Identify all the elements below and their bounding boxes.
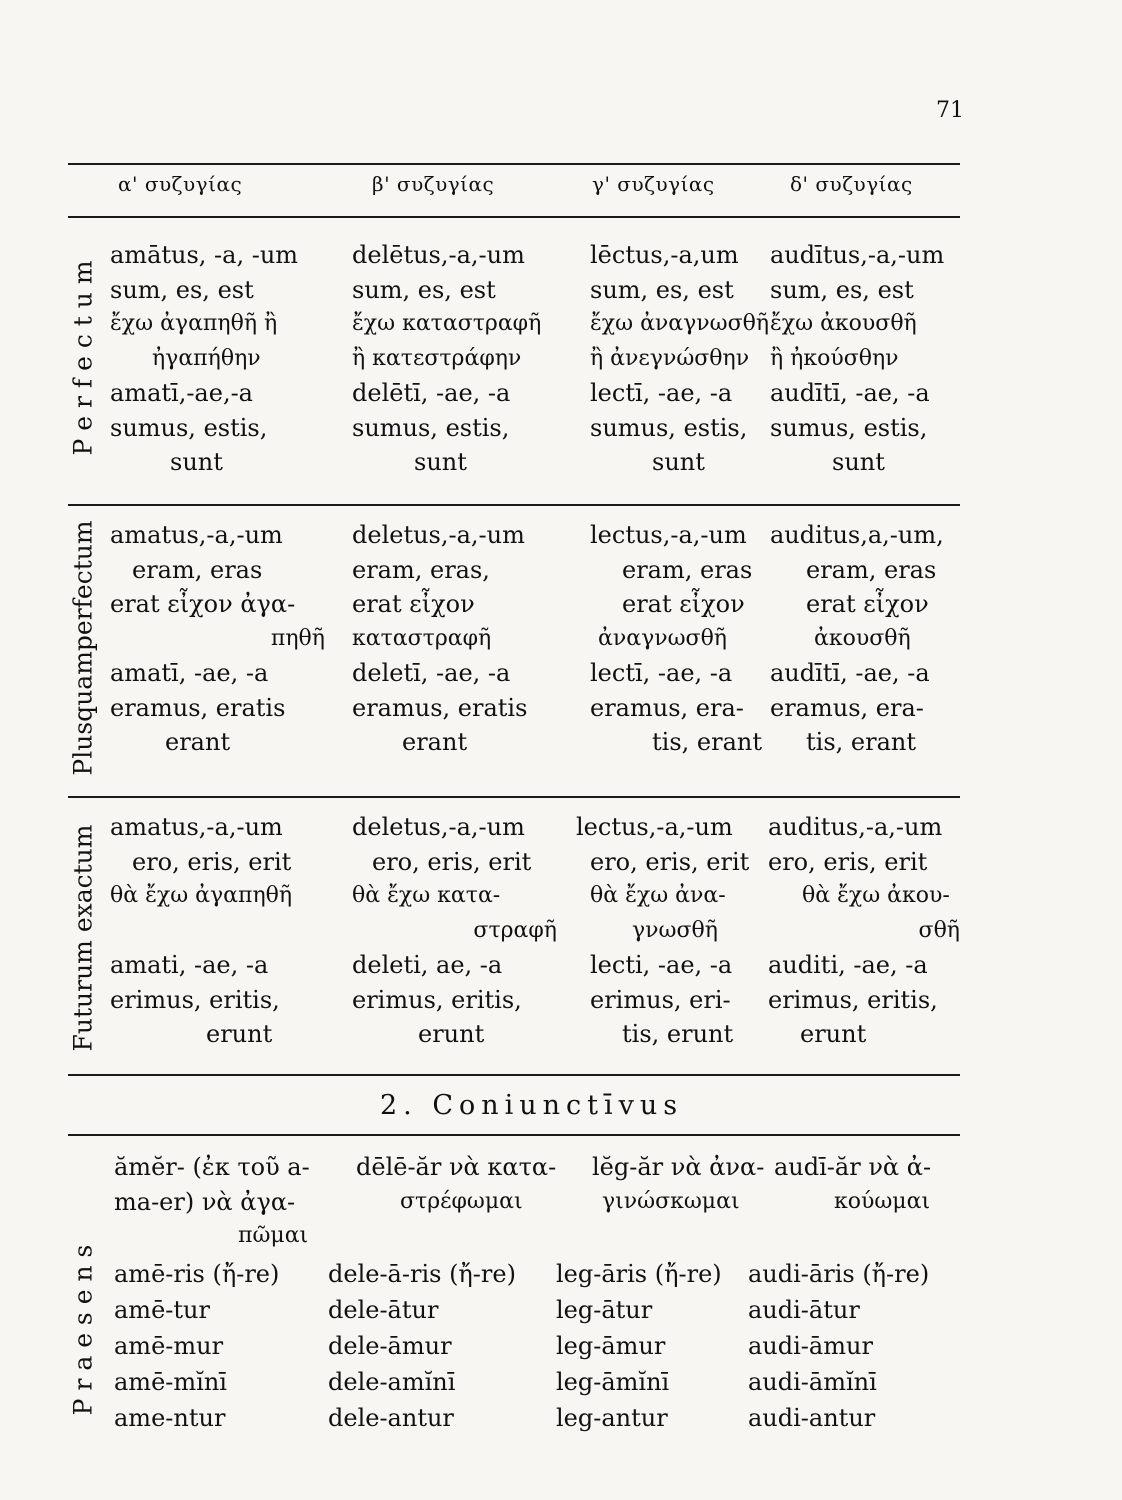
praesens-forms-col-2 [328,1256,516,1436]
rule-perfectum-bottom [68,504,960,506]
cell-line: ἠγαπήθην [152,345,261,371]
cell-line: deleti, ae, -a [352,951,503,979]
cell-line: amatī,-ae,-a [110,379,253,407]
cell-line: audītī, -ae, -a [770,379,930,407]
praesens-forms-col-3 [556,1256,722,1436]
cell-line: eram, eras [132,555,263,584]
cell-line: tis, erant [806,728,916,756]
cell-line: dele-ātur [328,1296,439,1324]
cell-line: eramus, era- [590,693,744,722]
cell-line: σθῆ [918,917,960,943]
cell-line: amātus, -a, -um [110,241,299,269]
cell-line: ἀναγνωσθῆ [598,625,727,651]
cell-line: eram, eras, [352,555,490,584]
cell-line: amē-ris (ἤ-re) [114,1260,280,1288]
futurum-exactum-col-2 [352,810,557,1052]
cell-line: audi-ātur [748,1296,860,1324]
cell-line: dēlē-ăr νὰ κατα- [356,1153,557,1181]
perfectum-col-3 [590,238,770,480]
cell-line: erat εἶχον [352,590,475,618]
cell-line: γινώσκωμαι [602,1188,740,1214]
cell-line: erant [402,728,468,756]
cell-line: ero, eris, erit [590,847,750,876]
cell-line: κούωμαι [834,1188,931,1214]
rule-header-bottom [68,216,960,218]
cell-line: ămĕr- (ἐκ τοῦ a- [114,1153,310,1181]
cell-line: delētus,-a,-um [352,241,525,269]
cell-line: eramus, eratis [110,693,286,722]
cell-line: audī-ăr νὰ ἀ- [774,1153,932,1181]
cell-line: γνωσθῆ [632,917,718,943]
rule-coniunctivus [68,1134,960,1136]
futurum-exactum-col-3 [576,810,766,1052]
cell-line: dele-ā-ris (ἤ-re) [328,1260,516,1288]
cell-line: sumus, estis, [110,413,268,442]
cell-line: amē-mĭnī [114,1368,227,1396]
cell-line: audi-āris (ἤ-re) [748,1260,930,1288]
rule-top [68,163,960,165]
cell-line: lectus,-a,-um [590,521,747,549]
praesens-forms-col-1 [114,1256,279,1436]
cell-line: erunt [206,1020,273,1048]
plusquamperfectum-col-3 [590,518,770,760]
rule-futurum-bottom [68,1074,960,1076]
cell-line: ero, eris, erit [768,847,928,876]
cell-line: leg-āris (ἤ-re) [556,1260,722,1288]
cell-line: θὰ ἔχω ἀκου- [802,883,950,908]
cell-line: erunt [418,1020,485,1048]
cell-line: auditus,-a,-um [768,813,943,841]
cell-line: ἔχω ἀκουσθῆ [770,311,917,336]
cell-line: ero, eris, erit [132,847,292,876]
cell-line: deletus,-a,-um [352,521,525,549]
cell-line: θὰ ἔχω κατα- [352,883,501,908]
cell-line: erimus, eri- [590,985,731,1014]
cell-line: ἔχω ἀγαπηθῆ ἢ [110,311,278,336]
cell-line: tis, erant [652,728,762,756]
cell-line: θὰ ἔχω ἀνα- [590,883,726,908]
cell-line: ma-er) νὰ ἀγα- [114,1187,296,1216]
cell-line: amē-tur [114,1296,210,1324]
cell-line: amatus,-a,-um [110,813,283,841]
cell-line: eramus, eratis [352,693,528,722]
cell-line: sunt [170,448,223,476]
cell-line: sumus, estis, [770,413,928,442]
praesens-head-col-2 [356,1150,576,1219]
column-header-4: δ' συζυγίας [790,172,913,196]
column-header-3: γ' συζυγίας [592,172,715,196]
cell-line: amati, -ae, -a [110,951,269,979]
cell-line: sum, es, est [590,275,734,304]
cell-line: tis, erunt [622,1020,734,1048]
column-header-2: β' συζυγίας [372,172,495,196]
cell-line: sunt [414,448,467,476]
cell-line: erat εἶχον [622,590,745,618]
section-label-praesens: P r a e s e n s [68,1244,98,1416]
perfectum-col-4 [770,238,960,480]
cell-line: eram, eras [622,555,753,584]
cell-line: amatus,-a,-um [110,521,283,549]
cell-line: deletus,-a,-um [352,813,525,841]
cell-line: erat εἶχον [806,590,929,618]
cell-line: eram, eras [806,555,937,584]
cell-line: erimus, eritis, [768,985,938,1014]
cell-line: leg-ātur [556,1296,653,1324]
cell-line: sunt [832,448,885,476]
cell-line: ἢ ἠκούσθην [770,345,899,371]
cell-line: sunt [652,448,705,476]
cell-line: sum, es, est [110,275,254,304]
cell-line: delētī, -ae, -a [352,379,511,407]
cell-line: lĕg-ăr νὰ ἀνα- [592,1153,765,1181]
futurum-exactum-col-1 [110,810,340,1052]
cell-line: καταστραφῆ [352,625,492,651]
cell-line: lecti, -ae, -a [590,951,733,979]
cell-line: ame-ntur [114,1404,226,1432]
section-label-futurum-exactum: Futurum exactum [68,824,98,1052]
cell-line: erunt [800,1020,867,1048]
perfectum-col-2 [352,238,567,480]
plusquamperfectum-col-1 [110,518,325,760]
cell-line: lectus,-a,-um [576,813,733,841]
plusquamperfectum-col-2 [352,518,567,760]
cell-line: στραφῆ [473,917,557,943]
cell-line: sum, es, est [770,275,914,304]
praesens-forms-col-4 [748,1256,929,1436]
cell-line: amē-mur [114,1332,224,1360]
cell-line: lectī, -ae, -a [590,379,733,407]
cell-line: ἢ ἀνεγνώσθην [590,345,750,371]
cell-line: audītī, -ae, -a [770,659,930,687]
cell-line: erant [165,728,231,756]
cell-line: lēctus,-a,um [590,241,739,269]
cell-line: dele-antur [328,1404,454,1432]
cell-line: sumus, estis, [352,413,510,442]
plusquamperfectum-col-4 [770,518,960,760]
section-label-plusquamperfectum: Plusquamperfectum [68,520,98,776]
cell-line: erimus, eritis, [110,985,280,1014]
cell-line: leg-āmĭnī [556,1368,670,1396]
cell-line: leg-āmur [556,1332,666,1360]
column-header-1: α' συζυγίας [118,172,243,196]
cell-line: πηθῆ [270,625,325,651]
cell-line: erimus, eritis, [352,985,522,1014]
cell-line: audītus,-a,-um [770,241,945,269]
rule-plusquamperfectum-bottom [68,796,960,798]
cell-line: deletī, -ae, -a [352,659,511,687]
perfectum-col-1 [110,238,325,480]
section-label-perfectum: P e r f e c t u m [68,260,98,456]
cell-line: amatī, -ae, -a [110,659,269,687]
praesens-head-col-4 [774,1150,960,1219]
cell-line: θὰ ἔχω ἀγαπηθῆ [110,883,293,908]
cell-line: ἔχω καταστραφῆ [352,311,542,336]
cell-line: sumus, estis, [590,413,748,442]
cell-line: dele-āmur [328,1332,452,1360]
cell-line: leg-antur [556,1404,668,1432]
cell-line: sum, es, est [352,275,496,304]
cell-line: audi-āmĭnī [748,1368,877,1396]
cell-line: ἢ κατεστράφην [352,345,522,371]
cell-line: eramus, era- [770,693,924,722]
praesens-head-col-1 [114,1150,344,1254]
cell-line: auditus,a,-um, [770,521,944,549]
cell-line: lectī, -ae, -a [590,659,733,687]
cell-line: audi-āmur [748,1332,873,1360]
cell-line: dele-amĭnī [328,1368,456,1396]
cell-line: στρέφωμαι [400,1188,523,1214]
page-number: 71 [936,98,964,123]
cell-line: erat εἶχον ἀγα- [110,590,296,618]
cell-line: auditi, -ae, -a [768,951,928,979]
futurum-exactum-col-4 [768,810,960,1052]
cell-line: ἀκουσθῆ [814,625,911,651]
praesens-head-col-3 [592,1150,772,1219]
cell-line: ἔχω ἀναγνωσθῆ [590,311,770,336]
cell-line: ero, eris, erit [372,847,532,876]
section-title-coniunctivus: 2. Coniunctīvus [380,1090,684,1121]
cell-line: audi-antur [748,1404,876,1432]
cell-line: πῶμαι [238,1223,309,1248]
